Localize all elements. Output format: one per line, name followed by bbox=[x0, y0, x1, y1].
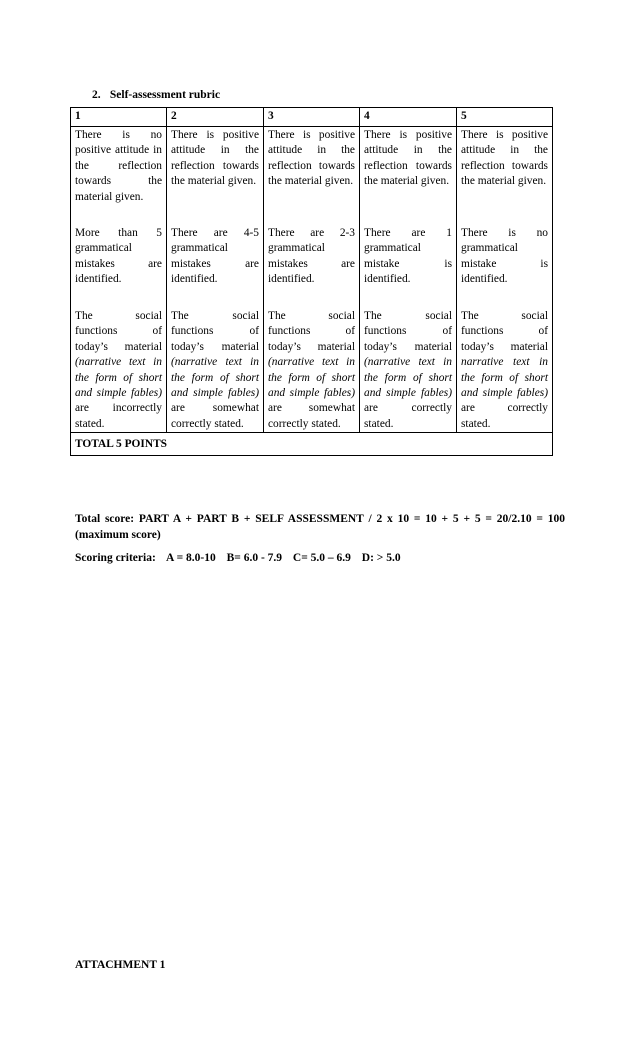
rubric-cell-2 bbox=[167, 127, 264, 433]
grammar-criterion: There are 1 grammatical mistake is identified. bbox=[364, 227, 452, 286]
grammar-criterion: There are 2-3 grammatical mistakes are identified. bbox=[268, 227, 355, 286]
social-function-criterion bbox=[461, 309, 548, 432]
attitude-criterion: There is no positive attitude in the reflection towards the material given. bbox=[75, 129, 162, 203]
scoring-label: Scoring criteria: bbox=[75, 552, 156, 564]
social-function-criterion bbox=[268, 309, 355, 432]
social-function-italic: narrative text in the form of short and simple fables) bbox=[461, 356, 548, 400]
social-function-italic: (narrative text in the form of short and simple fables) bbox=[171, 356, 259, 400]
rubric-cell-1 bbox=[71, 127, 167, 433]
social-function-italic: (narrative text in the form of short and simple fables) bbox=[75, 356, 162, 400]
rubric-header-1: 1 bbox=[71, 108, 167, 127]
grade-b: B= 6.0 - 7.9 bbox=[226, 552, 283, 564]
rubric-header-2: 2 bbox=[167, 108, 264, 127]
social-function-text: The social functions of today’s material bbox=[461, 310, 548, 353]
section-number: 2. bbox=[92, 89, 101, 101]
rubric-cell-5 bbox=[457, 127, 553, 433]
social-function-result: are somewhat correctly stated. bbox=[268, 402, 355, 430]
grammar-criterion: There is no grammatical mistake is identified. bbox=[461, 227, 548, 286]
social-function-text: The social functions of today’s material bbox=[268, 310, 355, 353]
social-function-result: are correctly stated. bbox=[364, 402, 452, 430]
social-function-italic: (narrative text in the form of short and simple fables) bbox=[268, 356, 355, 400]
attitude-criterion: There is positive attitude in the reflection towards the material given. bbox=[364, 129, 452, 188]
rubric-criteria-row bbox=[71, 127, 553, 433]
section-title: Self-assessment rubric bbox=[109, 89, 221, 101]
rubric-total-points: TOTAL 5 POINTS bbox=[71, 433, 553, 456]
rubric-header-4: 4 bbox=[360, 108, 457, 127]
social-function-result: are somewhat correctly stated. bbox=[171, 402, 259, 430]
section-heading bbox=[92, 89, 220, 101]
social-function-criterion bbox=[171, 309, 259, 432]
rubric-header-row bbox=[71, 108, 553, 127]
rubric-cell-3 bbox=[264, 127, 360, 433]
grammar-criterion: There are 4-5 grammatical mistakes are identified. bbox=[171, 227, 259, 286]
social-function-result: are incorrectly stated. bbox=[75, 402, 162, 430]
rubric-cell-4 bbox=[360, 127, 457, 433]
social-function-text: The social functions of today’s material bbox=[364, 310, 452, 353]
social-function-text: The social functions of today’s material bbox=[171, 310, 259, 353]
rubric-header-3: 3 bbox=[264, 108, 360, 127]
attitude-criterion: There is positive attitude in the reflection towards the material given. bbox=[461, 129, 548, 188]
scoring-criteria bbox=[75, 551, 565, 567]
total-score-formula: Total score: PART A + PART B + SELF ASSESSMENT / 2 x 10 = 10 + 5 + 5 = 20/2.10 = 100 (maximum score) bbox=[75, 513, 565, 541]
grade-c: C= 5.0 – 6.9 bbox=[292, 552, 351, 564]
grammar-criterion: More than 5 grammatical mistakes are identified. bbox=[75, 227, 162, 286]
rubric-table bbox=[70, 107, 553, 456]
social-function-result: are correctly stated. bbox=[461, 402, 548, 430]
attitude-criterion: There is positive attitude in the reflection towards the material given. bbox=[268, 129, 355, 188]
social-function-criterion bbox=[364, 309, 452, 432]
social-function-criterion bbox=[75, 309, 162, 432]
attachment-heading: ATTACHMENT 1 bbox=[75, 959, 166, 971]
social-function-text: The social functions of today’s material bbox=[75, 310, 162, 353]
rubric-header-5: 5 bbox=[457, 108, 553, 127]
social-function-italic: (narrative text in the form of short and simple fables) bbox=[364, 356, 452, 400]
grade-d: D: > 5.0 bbox=[361, 552, 401, 564]
attitude-criterion: There is positive attitude in the reflection towards the material given. bbox=[171, 129, 259, 188]
rubric-total-row bbox=[71, 433, 553, 456]
grade-a: A = 8.0-10 bbox=[166, 552, 216, 564]
